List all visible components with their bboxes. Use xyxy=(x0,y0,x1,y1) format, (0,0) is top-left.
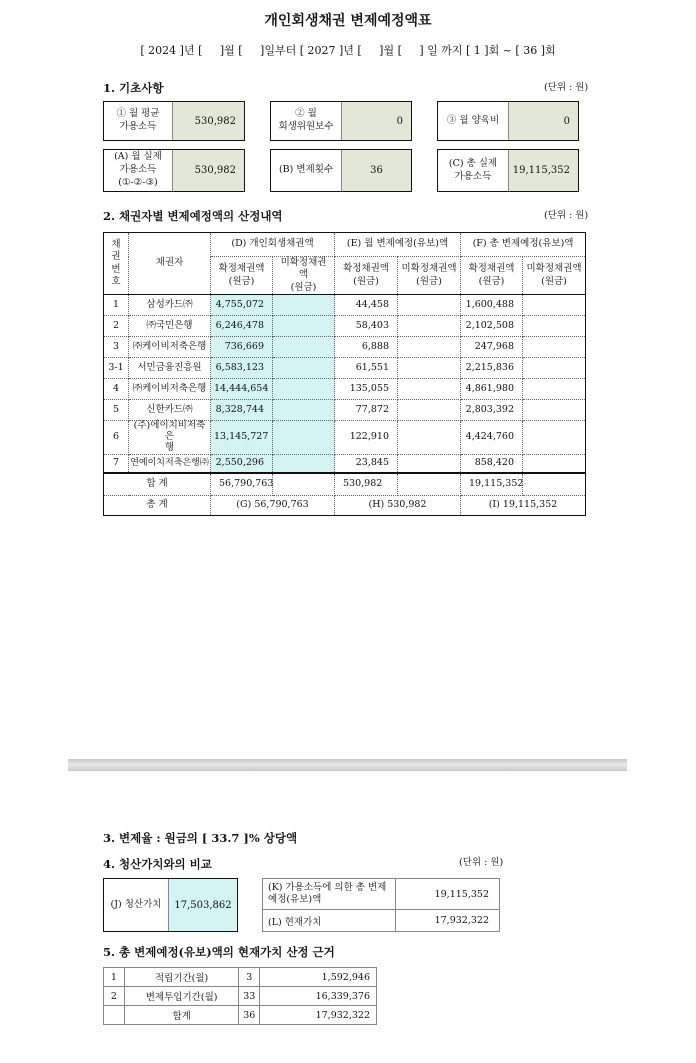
row-f-confirmed: 4,424,760 xyxy=(461,421,523,455)
comparison-table xyxy=(262,878,500,932)
row-creditor: 삼성카드㈜ xyxy=(129,295,211,316)
box-label: (C) 총 실제 가용소득 xyxy=(448,157,498,182)
row-e-confirmed: 135,055 xyxy=(335,379,398,400)
row-f-unconfirmed xyxy=(523,295,586,316)
pv-months: 33 xyxy=(239,987,260,1006)
section5-heading: 5. 총 변제예정(유보)액의 현재가치 산정 근거 xyxy=(103,945,335,959)
page-divider xyxy=(68,759,627,771)
row-e-unconfirmed xyxy=(398,421,461,455)
sum-f-unconfirmed xyxy=(523,473,586,495)
row-no: 4 xyxy=(104,379,129,400)
box-value: 0 xyxy=(341,102,411,140)
row-creditor: (주)에이치비저축은 행 xyxy=(129,421,211,455)
total-h: (H) 530,982 xyxy=(335,495,461,515)
header-f: (F) 총 변제예정(유보)액 xyxy=(461,233,586,257)
pv-months: 3 xyxy=(239,968,260,987)
row-f-unconfirmed xyxy=(523,379,586,400)
box-value: 19,115,352 xyxy=(508,150,578,191)
row-f-confirmed: 2,215,836 xyxy=(461,358,523,379)
row-d-confirmed: 14,444,654 xyxy=(211,379,273,400)
row-f-unconfirmed xyxy=(523,454,586,473)
sum-label: 합 계 xyxy=(104,473,211,495)
row-d-confirmed: 736,669 xyxy=(211,337,273,358)
row-d-unconfirmed xyxy=(273,421,335,455)
row-creditor: ㈜국민은행 xyxy=(129,316,211,337)
row-d-confirmed: 6,583,123 xyxy=(211,358,273,379)
box-value: 17,503,862 xyxy=(168,879,237,931)
k-value: 19,115,352 xyxy=(396,879,500,910)
section1-unit: (단위 : 원) xyxy=(544,82,589,93)
total-g: (G) 56,790,763 xyxy=(211,495,335,515)
total-i: (I) 19,115,352 xyxy=(461,495,586,515)
table-row xyxy=(104,1006,377,1025)
row-no: 7 xyxy=(104,454,129,473)
sum-d-unconfirmed xyxy=(273,473,335,495)
row-no: 6 xyxy=(104,421,129,455)
row-e-confirmed: 23,845 xyxy=(335,454,398,473)
row-creditor: 신한카드㈜ xyxy=(129,400,211,421)
k-label: (K) 가용소득에 의한 총 변제 예정(유보)액 xyxy=(263,879,396,910)
box-value: 36 xyxy=(341,150,411,191)
trustee-fee-box xyxy=(270,101,412,141)
box-label: (B) 변제횟수 xyxy=(278,164,334,176)
box-label: ② 월 회생위원보수 xyxy=(278,108,334,132)
row-f-unconfirmed xyxy=(523,358,586,379)
row-f-unconfirmed xyxy=(523,421,586,455)
section4-heading: 4. 청산가치와의 비교 xyxy=(103,857,212,871)
row-e-unconfirmed xyxy=(398,454,461,473)
l-value: 17,932,322 xyxy=(396,910,500,932)
table-row xyxy=(104,421,586,455)
row-creditor: 서민금융진흥원 xyxy=(129,358,211,379)
repayment-period: [ 2024 ]년 [ ]월 [ ]일부터 [ 2027 ]년 [ ]월 [ ] 일 까지 [ 1 ]회 ~ [ 36 ]회 xyxy=(140,44,556,57)
header-d: (D) 개인회생채권액 xyxy=(211,233,335,257)
sum-f: 19,115,352 xyxy=(461,473,523,495)
row-e-unconfirmed xyxy=(398,379,461,400)
row-no: 1 xyxy=(104,295,129,316)
pv-no: 2 xyxy=(104,987,125,1006)
header-creditor: 채권자 xyxy=(129,233,211,295)
row-f-unconfirmed xyxy=(523,400,586,421)
row-f-confirmed: 4,861,980 xyxy=(461,379,523,400)
row-creditor: ㈜케이비저축은행 xyxy=(129,379,211,400)
row-f-confirmed: 247,968 xyxy=(461,337,523,358)
header-confirmed: 확정채권액 (원금) xyxy=(461,257,523,295)
pv-value: 16,339,376 xyxy=(260,987,377,1006)
section3-heading: 3. 변제율 : 원금의 [ 33.7 ]% 상당액 xyxy=(103,831,298,845)
row-e-confirmed: 122,910 xyxy=(335,421,398,455)
sum-d: 56,790,763 xyxy=(211,473,273,495)
table-row xyxy=(104,316,586,337)
header-e: (E) 월 변제예정(유보)액 xyxy=(335,233,461,257)
table-row xyxy=(104,379,586,400)
table-row xyxy=(104,295,586,316)
section2-unit: (단위 : 원) xyxy=(544,210,589,221)
row-f-confirmed: 858,420 xyxy=(461,454,523,473)
box-label: ① 월 평균 가용소득 xyxy=(116,108,160,132)
box-label: (J) 청산가치 xyxy=(110,898,162,910)
row-d-unconfirmed xyxy=(273,337,335,358)
row-f-unconfirmed xyxy=(523,337,586,358)
row-d-unconfirmed xyxy=(273,400,335,421)
box-value: 0 xyxy=(508,102,578,140)
pv-no: 1 xyxy=(104,968,125,987)
row-creditor: ㈜케이비저축은행 xyxy=(129,337,211,358)
section2-heading: 2. 채권자별 변제예정액의 산정내역 xyxy=(103,209,283,223)
row-e-unconfirmed xyxy=(398,295,461,316)
row-d-confirmed: 13,145,727 xyxy=(211,421,273,455)
row-no: 3-1 xyxy=(104,358,129,379)
total-actual-income-box xyxy=(437,149,579,192)
row-no: 5 xyxy=(104,400,129,421)
header-unconfirmed: 미확정채권액 (원금) xyxy=(398,257,461,295)
row-d-confirmed: 2,550,296 xyxy=(211,454,273,473)
sum-row xyxy=(104,473,586,495)
row-d-unconfirmed xyxy=(273,454,335,473)
box-value: 530,982 xyxy=(172,150,244,191)
row-creditor: 연예이치저축은행㈜ xyxy=(129,454,211,473)
row-f-confirmed: 2,803,392 xyxy=(461,400,523,421)
box-value: 530,982 xyxy=(172,102,244,140)
section4-unit: (단위 : 원) xyxy=(459,857,504,868)
present-value-table xyxy=(103,967,377,1025)
box-label: ③ 월 양육비 xyxy=(446,114,500,126)
table-row xyxy=(104,987,377,1006)
row-d-confirmed: 8,328,744 xyxy=(211,400,273,421)
row-e-confirmed: 77,872 xyxy=(335,400,398,421)
table-row xyxy=(104,337,586,358)
table-row xyxy=(104,454,586,473)
page-title: 개인회생채권 변제예정액표 xyxy=(264,13,432,29)
row-no: 3 xyxy=(104,337,129,358)
pv-label: 변제투입기간(월) xyxy=(124,987,238,1006)
sum-e: 530,982 xyxy=(335,473,398,495)
row-e-confirmed: 61,551 xyxy=(335,358,398,379)
child-support-box xyxy=(437,101,579,141)
table-row xyxy=(104,400,586,421)
row-e-confirmed: 44,458 xyxy=(335,295,398,316)
liquidation-value-box xyxy=(103,878,238,932)
monthly-avg-income-box xyxy=(103,101,245,141)
row-f-confirmed: 1,600,488 xyxy=(461,295,523,316)
header-unconfirmed: 미확정채권액 (원금) xyxy=(273,257,335,295)
row-d-confirmed: 6,246,478 xyxy=(211,316,273,337)
pv-value: 1,592,946 xyxy=(260,968,377,987)
pv-no xyxy=(104,1006,125,1025)
row-d-confirmed: 4,755,072 xyxy=(211,295,273,316)
pv-value: 17,932,322 xyxy=(260,1006,377,1025)
row-e-unconfirmed xyxy=(398,358,461,379)
row-e-confirmed: 58,403 xyxy=(335,316,398,337)
box-label: (A) 월 실제 가용소득 (①-②-③) xyxy=(114,151,162,188)
row-f-unconfirmed xyxy=(523,316,586,337)
l-label: (L) 현재가치 xyxy=(263,910,396,932)
header-unconfirmed: 미확정채권액 (원금) xyxy=(523,257,586,295)
row-e-unconfirmed xyxy=(398,316,461,337)
row-e-confirmed: 6,888 xyxy=(335,337,398,358)
row-d-unconfirmed xyxy=(273,379,335,400)
row-e-unconfirmed xyxy=(398,337,461,358)
pv-months: 36 xyxy=(239,1006,260,1025)
pv-label: 합계 xyxy=(124,1006,238,1025)
section1-heading: 1. 기초사항 xyxy=(103,81,164,95)
row-d-unconfirmed xyxy=(273,316,335,337)
total-label: 총 계 xyxy=(104,495,211,515)
header-no: 채권 번호 xyxy=(104,233,129,295)
table-row xyxy=(104,358,586,379)
row-d-unconfirmed xyxy=(273,295,335,316)
row-e-unconfirmed xyxy=(398,400,461,421)
header-confirmed: 확정채권액 (원금) xyxy=(335,257,398,295)
row-d-unconfirmed xyxy=(273,358,335,379)
row-no: 2 xyxy=(104,316,129,337)
header-confirmed: 확정채권액 (원금) xyxy=(211,257,273,295)
actual-monthly-income-box xyxy=(103,149,245,192)
sum-e-unconfirmed xyxy=(398,473,461,495)
row-f-confirmed: 2,102,508 xyxy=(461,316,523,337)
total-row xyxy=(104,495,586,515)
repayment-count-box xyxy=(270,149,412,192)
creditor-table xyxy=(103,232,586,516)
table-row xyxy=(104,968,377,987)
pv-label: 적립기간(월) xyxy=(124,968,238,987)
